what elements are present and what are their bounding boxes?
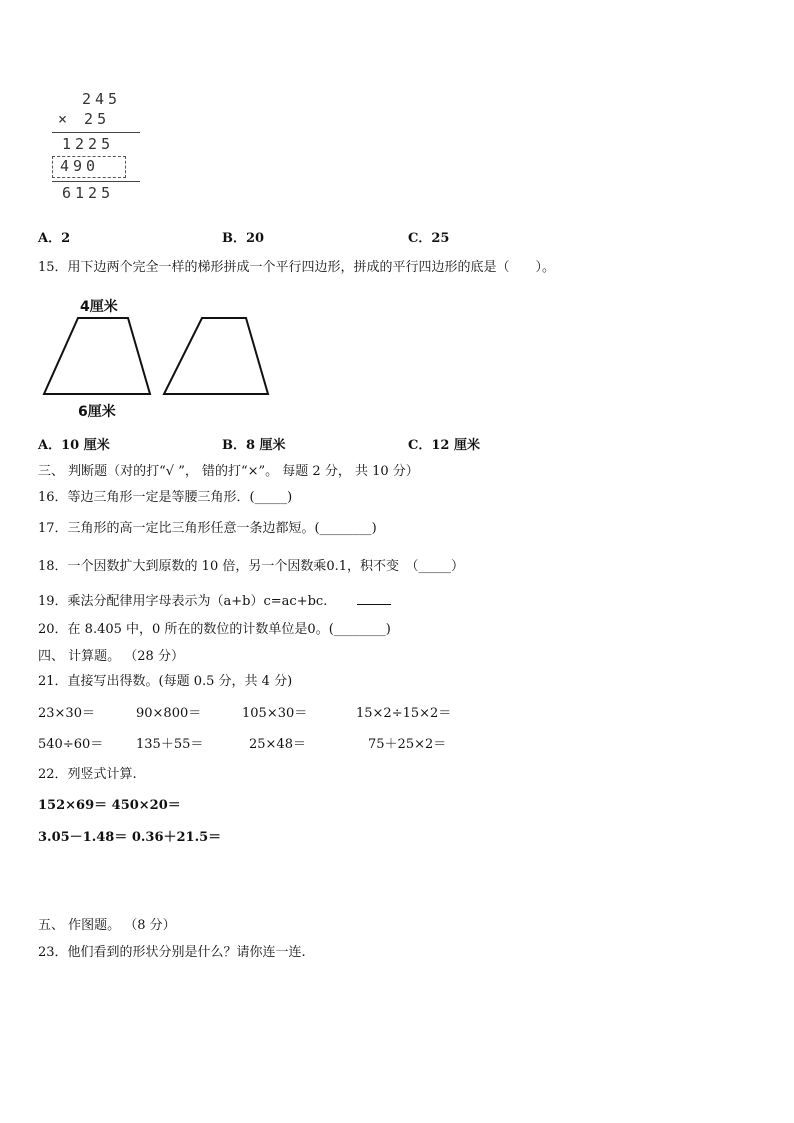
- section-3-heading: 三、 判断题（对的打“√ ”， 错的打“×”。 每题 2 分， 共 10 分）: [38, 464, 419, 479]
- q14-option-c[interactable]: C．25: [408, 231, 450, 246]
- q18-text: 18．一个因数扩大到原数的 10 倍，另一个因数乘0.1，积不变 （_____）: [38, 559, 465, 574]
- q21-item-4: 15×2÷15×2＝: [356, 706, 452, 721]
- q21-item-3: 105×30＝: [242, 706, 308, 721]
- trapezoid-right: [164, 318, 268, 394]
- q17-text: 17．三角形的高一定比三角形任意一条边都短。(________): [38, 521, 377, 536]
- q22-title: 22．列竖式计算.: [38, 767, 137, 782]
- q19-line: [38, 592, 391, 610]
- q21-item-1: 23×30＝: [38, 706, 95, 721]
- q16-text: 16．等边三角形一定是等腰三角形．(_____): [38, 490, 293, 505]
- q14-option-b[interactable]: B．20: [222, 231, 265, 246]
- section-5-heading: 五、 作图题。 （8 分）: [38, 918, 176, 933]
- q15-option-c[interactable]: C．12 厘米: [408, 438, 480, 453]
- trapezoid-left: [44, 318, 150, 394]
- q15-option-a[interactable]: A．10 厘米: [38, 438, 110, 453]
- q22-row-2: 3.05－1.48＝ 0.36＋21.5＝: [38, 830, 222, 845]
- q21-item-6: 135＋55＝: [136, 737, 204, 752]
- q14-option-a[interactable]: A．2: [38, 231, 71, 246]
- q19-answer-blank[interactable]: [357, 592, 391, 605]
- mult-row-4: 490: [60, 157, 100, 175]
- mult-row-5: 6125: [62, 184, 115, 202]
- q21-item-2: 90×800＝: [136, 706, 202, 721]
- section-4-heading: 四、 计算题。 （28 分）: [38, 649, 184, 664]
- q19-text: 19．乘法分配律用字母表示为（a+b）c=ac+bc.: [38, 594, 328, 609]
- q23-text: 23．他们看到的形状分别是什么？请你连一连.: [38, 945, 306, 960]
- bottom-length-label: 6厘米: [78, 404, 116, 420]
- mult-row-2: × 25: [58, 110, 111, 128]
- q22-row-1: 152×69＝ 450×20＝: [38, 798, 181, 813]
- top-length-label: 4厘米: [80, 299, 118, 315]
- mult-row-3: 1225: [62, 135, 115, 153]
- mult-line-2: [52, 181, 140, 182]
- q15-option-b[interactable]: B．8 厘米: [222, 438, 286, 453]
- q21-item-5: 540÷60＝: [38, 737, 104, 752]
- q21-item-7: 25×48＝: [249, 737, 306, 752]
- q21-item-8: 75＋25×2＝: [368, 737, 447, 752]
- q15-text: 15．用下边两个完全一样的梯形拼成一个平行四边形，拼成的平行四边形的底是（ ）。: [38, 260, 556, 275]
- q20-text: 20．在 8.405 中，0 所在的数位的计数单位是0。(________): [38, 622, 391, 637]
- trapezoid-figure: [38, 292, 278, 420]
- q21-title: 21．直接写出得数。(每题 0.5 分，共 4 分): [38, 674, 293, 689]
- mult-line-1: [52, 132, 140, 133]
- mult-row-1: 245: [82, 90, 122, 108]
